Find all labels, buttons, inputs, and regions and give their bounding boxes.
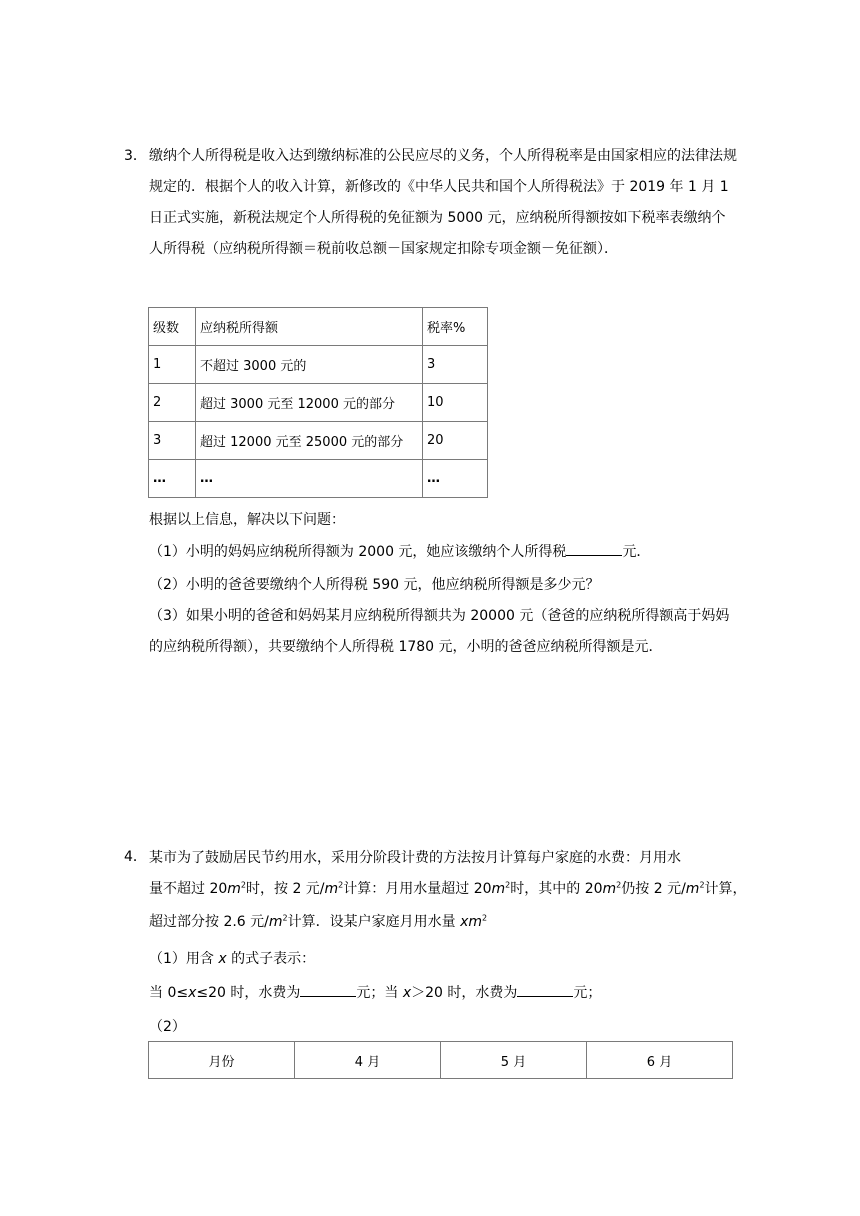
header-level: 级数 <box>149 308 196 346</box>
question-3-intro: 缴纳个人所得税是收入达到缴纳标准的公民应尽的义务，个人所得税率是由国家相应的法律法规规定的．根据个人的收入计算，新修改的《中华人民共和国个人所得税法》于 2019 年 1 月 1 日正式实施，新税法规定个人所得税的免征额为 5000 元，应纳税所得额按如下税率表缴纳个人所得税（应纳税所得额＝税前收总额－国家规定扣除专项金额－免征额）． <box>149 148 737 257</box>
text-span: 超过部分按 2.6 元/ <box>149 914 269 930</box>
tax-rate-table <box>148 307 488 498</box>
header-taxable-income: 应纳税所得额 <box>196 308 423 346</box>
text-span: 的式子表示： <box>226 951 316 967</box>
superscript: 2 <box>505 880 511 890</box>
table-cell: … <box>423 460 488 498</box>
question-4-line-1: 某市为了鼓励居民节约用水，采用分阶段计费的方法按月计算每户家庭的水费：月用水 <box>149 850 681 866</box>
superscript: 2 <box>282 913 288 923</box>
question-4-line-2 <box>149 879 747 899</box>
superscript: 2 <box>699 880 705 890</box>
header-tax-rate: 税率% <box>423 308 488 346</box>
text-span: 元； <box>573 985 602 1001</box>
water-fee-table <box>148 1041 733 1079</box>
superscript: 2 <box>240 880 246 890</box>
text-span: ＞20 时，水费为 <box>411 985 518 1001</box>
question-4-part-1 <box>149 949 315 969</box>
question-3-part-2: （2）小明的爸爸要缴纳个人所得税 590 元，他应纳税所得额是多少元？ <box>149 577 600 593</box>
table-header-row <box>149 308 488 346</box>
table-row <box>149 1042 733 1079</box>
table-cell: 1 <box>149 346 196 384</box>
variable-x: x <box>218 951 227 967</box>
text-span: ≤20 时，水费为 <box>196 985 301 1001</box>
text-span: （1）用含 <box>149 951 219 967</box>
table-cell: 3 <box>423 346 488 384</box>
unit-m: m <box>468 914 483 930</box>
table-cell: 不超过 3000 元的 <box>196 346 423 384</box>
table-row <box>149 346 488 384</box>
part-1-unit: 元． <box>622 544 651 560</box>
variable-x: x <box>402 985 412 1001</box>
text-span: 时，按 2 元/ <box>246 881 325 897</box>
unit-m: m <box>227 881 241 897</box>
superscript: 2 <box>482 913 488 923</box>
answer-blank[interactable] <box>517 982 573 997</box>
superscript: 2 <box>338 880 344 890</box>
table-row <box>149 460 488 498</box>
text-span: 元；当 <box>356 985 403 1001</box>
variable-x: x <box>188 985 197 1001</box>
question-4-line-3 <box>149 912 487 932</box>
table-cell: … <box>196 460 423 498</box>
question-4-number: 4． <box>124 849 147 865</box>
table-cell: 10 <box>423 384 488 422</box>
table-cell: 6 月 <box>587 1042 733 1079</box>
text-span: 时，其中的 20 <box>510 881 603 897</box>
table-cell: … <box>149 460 196 498</box>
text-span: 量不超过 20 <box>149 881 228 897</box>
question-3-part-1 <box>149 541 650 562</box>
table-cell: 3 <box>149 422 196 460</box>
text-span: 当 0≤ <box>149 985 189 1001</box>
table-cell-month: 月份 <box>149 1042 295 1079</box>
variable-x: x <box>460 914 469 930</box>
part-1-text: （1）小明的妈妈应纳税所得额为 2000 元，她应该缴纳个人所得税 <box>149 544 567 560</box>
superscript: 2 <box>616 880 622 890</box>
table-row <box>149 384 488 422</box>
table-cell: 超过 12000 元至 25000 元的部分 <box>196 422 423 460</box>
answer-blank[interactable] <box>300 982 356 997</box>
question-4-conditions <box>149 982 601 1003</box>
table-cell: 4 月 <box>295 1042 441 1079</box>
question-3-lead: 根据以上信息，解决以下问题： <box>149 512 345 528</box>
text-span: 计算：月用水量超过 20 <box>343 881 492 897</box>
unit-m: m <box>685 881 700 897</box>
table-cell: 5 月 <box>441 1042 587 1079</box>
text-span: 仍按 2 元/ <box>621 881 686 897</box>
question-4-part-2: （2） <box>149 1019 186 1035</box>
table-cell: 2 <box>149 384 196 422</box>
table-cell: 超过 3000 元至 12000 元的部分 <box>196 384 423 422</box>
unit-m: m <box>268 914 283 930</box>
table-row <box>149 422 488 460</box>
unit-m: m <box>324 881 339 897</box>
text-span: 计算．设某户家庭月用水量 <box>287 914 461 930</box>
text-span: 计算， <box>704 881 747 897</box>
question-3-part-3: （3）如果小明的爸爸和妈妈某月应纳税所得额共为 20000 元（爸爸的应纳税所得额高于妈妈的应纳税所得额），共要缴纳个人所得税 1780 元，小明的爸爸应纳税所得额是元． <box>149 608 730 655</box>
table-cell: 20 <box>423 422 488 460</box>
answer-blank[interactable] <box>566 541 622 556</box>
unit-m: m <box>491 881 506 897</box>
unit-m: m <box>602 881 617 897</box>
question-3-number: 3． <box>124 148 147 164</box>
